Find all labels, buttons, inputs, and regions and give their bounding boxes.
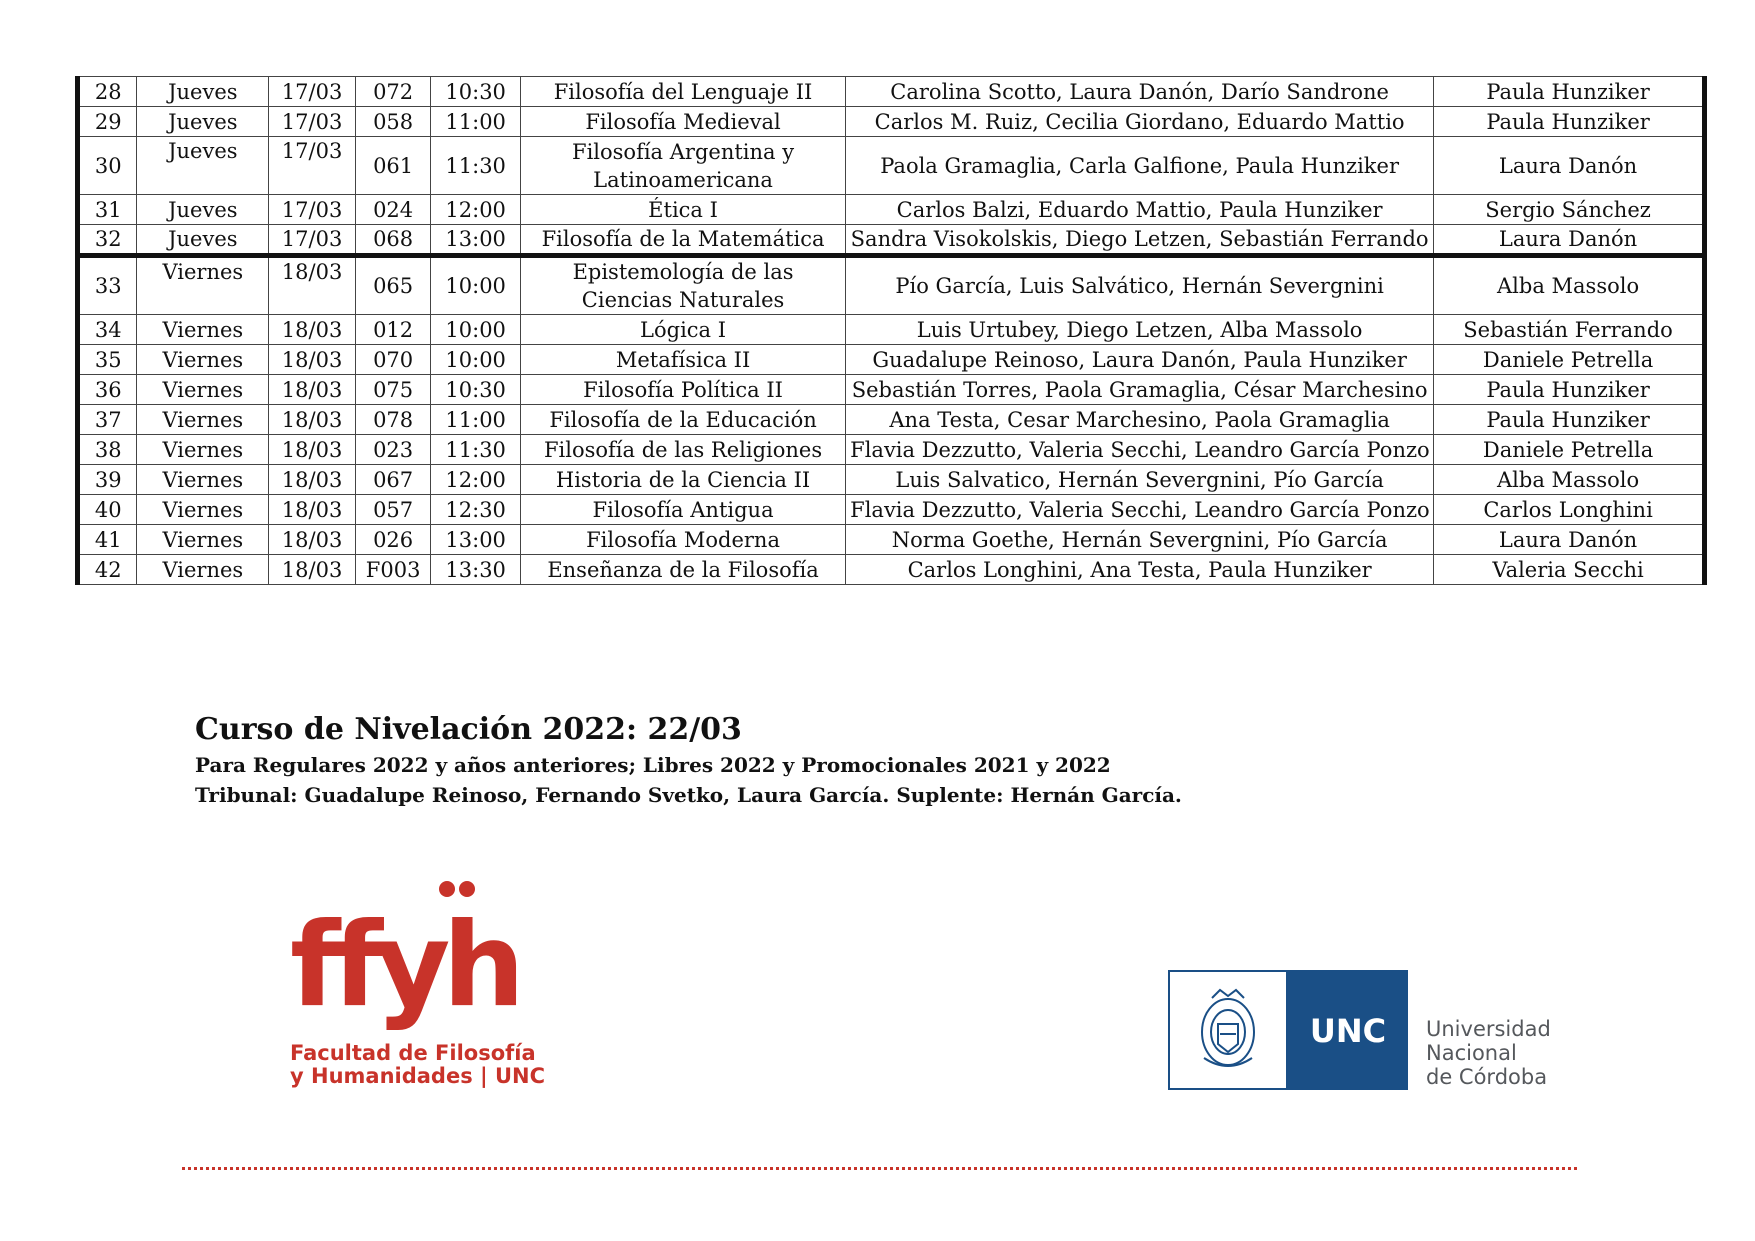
table-row bbox=[78, 405, 1705, 435]
exam-code: 068 bbox=[355, 225, 431, 256]
exam-day: Viernes bbox=[137, 495, 269, 525]
exam-date: 18/03 bbox=[269, 435, 356, 465]
exam-suplente: Sergio Sánchez bbox=[1434, 195, 1705, 225]
exam-number: 42 bbox=[78, 555, 137, 585]
exam-day: Jueves bbox=[137, 77, 269, 107]
table-row bbox=[78, 315, 1705, 345]
exam-suplente: Alba Massolo bbox=[1434, 465, 1705, 495]
unc-name-line2: Nacional bbox=[1426, 1041, 1517, 1065]
exam-time: 10:30 bbox=[431, 375, 521, 405]
table-row bbox=[78, 137, 1705, 195]
table-row bbox=[78, 195, 1705, 225]
exam-time: 13:00 bbox=[431, 225, 521, 256]
exam-day: Jueves bbox=[137, 195, 269, 225]
exam-schedule-table bbox=[75, 76, 1707, 585]
ffyh-caption-line1: Facultad de Filosofía bbox=[290, 1041, 536, 1065]
table-row bbox=[78, 435, 1705, 465]
ffyh-dot-left bbox=[439, 881, 455, 897]
footer-dotted-divider bbox=[182, 1167, 1577, 1170]
exam-subject: Lógica I bbox=[520, 315, 845, 345]
exam-suplente: Alba Massolo bbox=[1434, 256, 1705, 315]
table-row bbox=[78, 555, 1705, 585]
exam-tribunal: Ana Testa, Cesar Marchesino, Paola Gramaglia bbox=[846, 405, 1434, 435]
exam-tribunal: Guadalupe Reinoso, Laura Danón, Paula Hunziker bbox=[846, 345, 1434, 375]
exam-date: 18/03 bbox=[269, 375, 356, 405]
exam-date: 18/03 bbox=[269, 495, 356, 525]
exam-number: 30 bbox=[78, 137, 137, 195]
table-row bbox=[78, 465, 1705, 495]
exam-suplente: Paula Hunziker bbox=[1434, 375, 1705, 405]
exam-subject: Historia de la Ciencia II bbox=[520, 465, 845, 495]
exam-time: 12:00 bbox=[431, 465, 521, 495]
exam-number: 40 bbox=[78, 495, 137, 525]
exam-date: 17/03 bbox=[269, 195, 356, 225]
exam-tribunal: Carlos Balzi, Eduardo Mattio, Paula Hunziker bbox=[846, 195, 1434, 225]
exam-suplente: Valeria Secchi bbox=[1434, 555, 1705, 585]
exam-tribunal: Carlos M. Ruiz, Cecilia Giordano, Eduardo Mattio bbox=[846, 107, 1434, 137]
exam-subject: Filosofía Medieval bbox=[520, 107, 845, 137]
exam-suplente: Paula Hunziker bbox=[1434, 107, 1705, 137]
unc-name-line1: Universidad bbox=[1426, 1017, 1551, 1041]
exam-number: 35 bbox=[78, 345, 137, 375]
exam-subject: Filosofía Antigua bbox=[520, 495, 845, 525]
exam-subject: Filosofía Política II bbox=[520, 375, 845, 405]
exam-tribunal: Pío García, Luis Salvático, Hernán Severgnini bbox=[846, 256, 1434, 315]
exam-number: 38 bbox=[78, 435, 137, 465]
exam-day: Viernes bbox=[137, 345, 269, 375]
exam-day: Viernes bbox=[137, 405, 269, 435]
table-row bbox=[78, 345, 1705, 375]
unc-name-line3: de Córdoba bbox=[1426, 1065, 1548, 1089]
exam-suplente: Daniele Petrella bbox=[1434, 345, 1705, 375]
exam-tribunal: Carlos Longhini, Ana Testa, Paula Hunziker bbox=[846, 555, 1434, 585]
exam-subject: Filosofía de la Matemática bbox=[520, 225, 845, 256]
exam-day: Viernes bbox=[137, 315, 269, 345]
exam-time: 10:00 bbox=[431, 315, 521, 345]
exam-date: 17/03 bbox=[269, 77, 356, 107]
ffyh-dot-right bbox=[459, 881, 475, 897]
table-row bbox=[78, 375, 1705, 405]
exam-tribunal: Flavia Dezzutto, Valeria Secchi, Leandro García Ponzo bbox=[846, 435, 1434, 465]
exam-subject: Enseñanza de la Filosofía bbox=[520, 555, 845, 585]
exam-code: 065 bbox=[355, 256, 431, 315]
exam-code: 078 bbox=[355, 405, 431, 435]
exam-date: 17/03 bbox=[269, 225, 356, 256]
exam-suplente: Sebastián Ferrando bbox=[1434, 315, 1705, 345]
exam-code: 061 bbox=[355, 137, 431, 195]
exam-day: Jueves bbox=[137, 137, 269, 195]
exam-subject: Filosofía Argentina y Latinoamericana bbox=[520, 137, 845, 195]
exam-time: 12:00 bbox=[431, 195, 521, 225]
exam-subject: Ética I bbox=[520, 195, 845, 225]
exam-subject: Metafísica II bbox=[520, 345, 845, 375]
unc-logo bbox=[1168, 970, 1568, 1100]
exam-suplente: Laura Danón bbox=[1434, 525, 1705, 555]
unc-box-text: UNC bbox=[1309, 1012, 1387, 1050]
exam-day: Viernes bbox=[137, 465, 269, 495]
exam-date: 18/03 bbox=[269, 555, 356, 585]
exam-tribunal: Paola Gramaglia, Carla Galfione, Paula Hunziker bbox=[846, 137, 1434, 195]
exam-time: 10:30 bbox=[431, 77, 521, 107]
exam-tribunal: Sandra Visokolskis, Diego Letzen, Sebastián Ferrando bbox=[846, 225, 1434, 256]
exam-suplente: Laura Danón bbox=[1434, 225, 1705, 256]
table-row bbox=[78, 107, 1705, 137]
exam-code: F003 bbox=[355, 555, 431, 585]
exam-date: 18/03 bbox=[269, 465, 356, 495]
exam-number: 37 bbox=[78, 405, 137, 435]
exam-date: 17/03 bbox=[269, 137, 356, 195]
table-row bbox=[78, 256, 1705, 315]
exam-date: 18/03 bbox=[269, 405, 356, 435]
nivelacion-tribunal: Tribunal: Guadalupe Reinoso, Fernando Svetko, Laura García. Suplente: Hernán García. bbox=[195, 783, 1182, 807]
table-row bbox=[78, 225, 1705, 256]
exam-time: 13:30 bbox=[431, 555, 521, 585]
exam-day: Viernes bbox=[137, 525, 269, 555]
exam-suplente: Carlos Longhini bbox=[1434, 495, 1705, 525]
exam-suplente: Paula Hunziker bbox=[1434, 405, 1705, 435]
exam-tribunal: Carolina Scotto, Laura Danón, Darío Sandrone bbox=[846, 77, 1434, 107]
exam-time: 10:00 bbox=[431, 256, 521, 315]
exam-number: 41 bbox=[78, 525, 137, 555]
exam-day: Viernes bbox=[137, 435, 269, 465]
exam-tribunal: Flavia Dezzutto, Valeria Secchi, Leandro García Ponzo bbox=[846, 495, 1434, 525]
exam-code: 024 bbox=[355, 195, 431, 225]
exam-day: Jueves bbox=[137, 225, 269, 256]
exam-number: 34 bbox=[78, 315, 137, 345]
exam-date: 18/03 bbox=[269, 525, 356, 555]
exam-time: 11:30 bbox=[431, 137, 521, 195]
exam-number: 31 bbox=[78, 195, 137, 225]
exam-day: Viernes bbox=[137, 256, 269, 315]
exam-code: 072 bbox=[355, 77, 431, 107]
exam-date: 18/03 bbox=[269, 256, 356, 315]
exam-time: 13:00 bbox=[431, 525, 521, 555]
exam-code: 026 bbox=[355, 525, 431, 555]
exam-time: 11:00 bbox=[431, 107, 521, 137]
exam-suplente: Daniele Petrella bbox=[1434, 435, 1705, 465]
exam-subject: Epistemología de las Ciencias Naturales bbox=[520, 256, 845, 315]
exam-code: 012 bbox=[355, 315, 431, 345]
exam-number: 28 bbox=[78, 77, 137, 107]
nivelacion-title: Curso de Nivelación 2022: 22/03 bbox=[195, 712, 742, 747]
exam-time: 10:00 bbox=[431, 345, 521, 375]
exam-code: 070 bbox=[355, 345, 431, 375]
ffyh-caption-line2: y Humanidades | UNC bbox=[290, 1064, 546, 1088]
exam-tribunal: Luis Urtubey, Diego Letzen, Alba Massolo bbox=[846, 315, 1434, 345]
nivelacion-eligibility: Para Regulares 2022 y años anteriores; Libres 2022 y Promocionales 2021 y 2022 bbox=[195, 753, 1111, 777]
exam-code: 067 bbox=[355, 465, 431, 495]
exam-date: 18/03 bbox=[269, 345, 356, 375]
exam-number: 29 bbox=[78, 107, 137, 137]
exam-number: 39 bbox=[78, 465, 137, 495]
exam-day: Viernes bbox=[137, 555, 269, 585]
exam-tribunal: Sebastián Torres, Paola Gramaglia, César Marchesino bbox=[846, 375, 1434, 405]
exam-suplente: Paula Hunziker bbox=[1434, 77, 1705, 107]
exam-suplente: Laura Danón bbox=[1434, 137, 1705, 195]
exam-day: Jueves bbox=[137, 107, 269, 137]
exam-code: 023 bbox=[355, 435, 431, 465]
exam-code: 057 bbox=[355, 495, 431, 525]
exam-subject: Filosofía del Lenguaje II bbox=[520, 77, 845, 107]
exam-date: 17/03 bbox=[269, 107, 356, 137]
ffyh-logo bbox=[290, 875, 546, 1105]
exam-time: 12:30 bbox=[431, 495, 521, 525]
table-row bbox=[78, 77, 1705, 107]
exam-tribunal: Norma Goethe, Hernán Severgnini, Pío García bbox=[846, 525, 1434, 555]
exam-date: 18/03 bbox=[269, 315, 356, 345]
exam-number: 36 bbox=[78, 375, 137, 405]
nivelacion-section bbox=[195, 710, 1182, 810]
exam-number: 33 bbox=[78, 256, 137, 315]
exam-subject: Filosofía de la Educación bbox=[520, 405, 845, 435]
table-row bbox=[78, 525, 1705, 555]
exam-code: 058 bbox=[355, 107, 431, 137]
exam-tribunal: Luis Salvatico, Hernán Severgnini, Pío García bbox=[846, 465, 1434, 495]
exam-subject: Filosofía de las Religiones bbox=[520, 435, 845, 465]
exam-time: 11:00 bbox=[431, 405, 521, 435]
unc-seal-box bbox=[1169, 971, 1287, 1089]
table-row bbox=[78, 495, 1705, 525]
exam-code: 075 bbox=[355, 375, 431, 405]
exam-day: Viernes bbox=[137, 375, 269, 405]
exam-subject: Filosofía Moderna bbox=[520, 525, 845, 555]
exam-number: 32 bbox=[78, 225, 137, 256]
ffyh-wordmark: ffyh bbox=[290, 898, 518, 1033]
exam-time: 11:30 bbox=[431, 435, 521, 465]
